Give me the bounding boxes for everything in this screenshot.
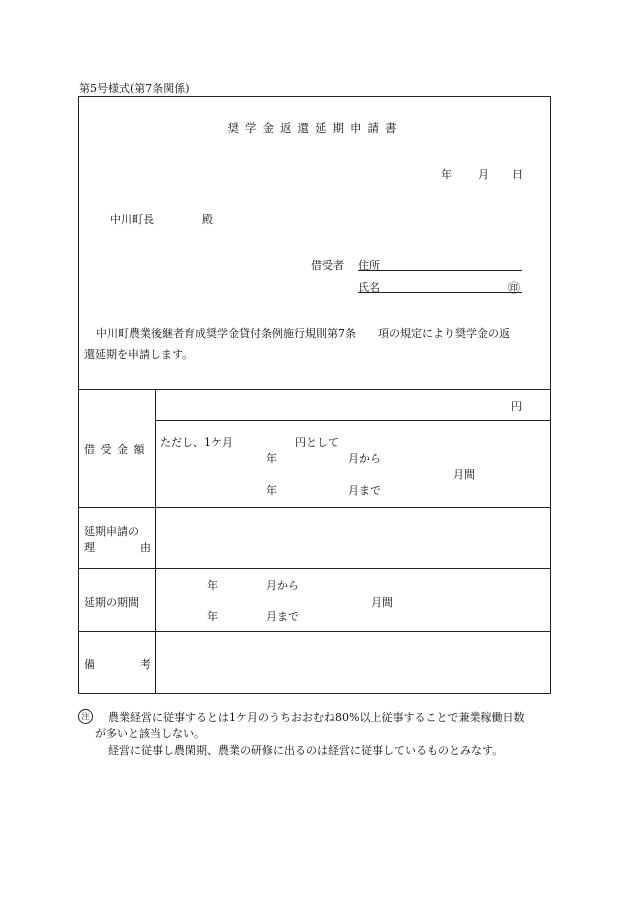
remarks-label-char1: 備: [84, 658, 95, 671]
table-top-border: [78, 389, 551, 390]
monthly-amount-suffix: 円として: [295, 436, 339, 449]
row-divider-period: [78, 568, 551, 569]
period-to-month: 月まで: [266, 610, 299, 623]
application-form-frame: [78, 96, 551, 694]
amount-to-year: 年: [266, 484, 277, 497]
note-line3: 経営に従事し農閑期、農業の研修に出るのは経営に従事しているものとみなす。: [108, 744, 504, 757]
reason-label-char2: 由: [140, 541, 151, 554]
application-text-line1: 中川町農業後継者育成奨学金貸付条例施行規則第7条 項の規定により奨学金の返: [96, 327, 510, 340]
borrower-address-label: 住所: [358, 259, 380, 272]
borrower-label: 借受者: [311, 259, 344, 272]
remarks-label-char2: 考: [140, 658, 151, 671]
reason-label-char1: 理: [84, 541, 95, 554]
note-line2: が多いと該当しない。: [95, 727, 205, 740]
amount-from-month: 月から: [348, 452, 381, 465]
note-line1: 農業経営に従事するとは1ケ月のうちおおむね80%以上従事することで兼業稼働日数: [108, 711, 525, 724]
amount-duration: 月間: [453, 468, 475, 481]
amount-from-year: 年: [266, 452, 277, 465]
borrower-name-line: [358, 292, 522, 293]
date-day-label: 日: [512, 168, 523, 181]
row-divider-reason: [78, 507, 551, 508]
period-label: 延期の期間: [84, 596, 139, 609]
borrower-address-line: [358, 270, 522, 271]
period-from-year: 年: [207, 579, 218, 592]
borrower-name-label: 氏名: [358, 281, 380, 294]
date-month-label: 月: [478, 168, 489, 181]
row-divider-remarks: [78, 631, 551, 632]
monthly-amount-prefix: ただし、1ケ月: [160, 436, 233, 449]
addressee-name: 中川町長: [110, 213, 154, 226]
period-to-year: 年: [207, 610, 218, 623]
form-number-label: 第5号様式(第7条関係): [79, 82, 190, 95]
period-duration: 月間: [371, 596, 393, 609]
form-title: 奨学金返還延期申請書: [227, 121, 403, 135]
amount-to-month: 月まで: [348, 484, 381, 497]
amount-label: 借 受 金 額: [84, 443, 146, 456]
amount-inner-divider: [155, 420, 551, 421]
reason-label-line1: 延期申請の: [84, 525, 139, 538]
period-from-month: 月から: [266, 579, 299, 592]
date-year-label: 年: [441, 168, 452, 181]
amount-yen-unit: 円: [511, 400, 522, 413]
note-mark-icon: 注: [78, 709, 93, 724]
table-label-column-divider: [155, 389, 156, 694]
addressee-suffix: 殿: [202, 213, 213, 226]
application-text-line2: 還延期を申請します。: [84, 348, 194, 361]
seal-mark: ㊞: [508, 281, 521, 295]
